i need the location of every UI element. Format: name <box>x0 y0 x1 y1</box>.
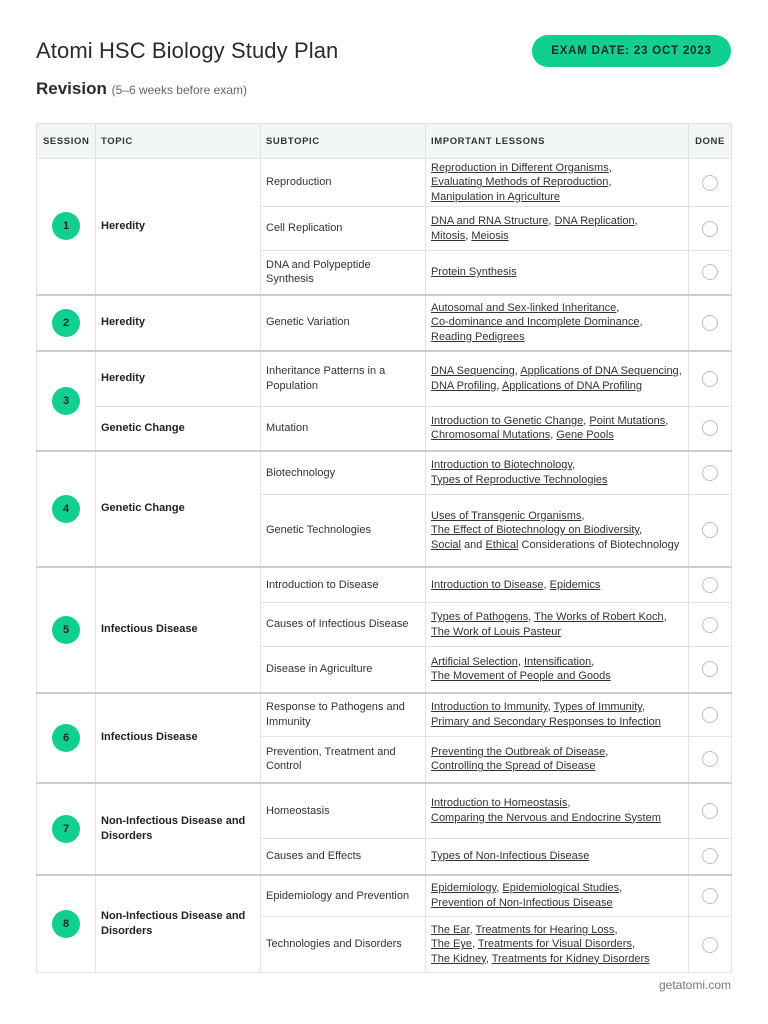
lesson-link[interactable]: Epidemics <box>549 578 601 591</box>
lesson-separator: , <box>591 655 595 668</box>
lesson-link[interactable]: The Works of Robert Koch <box>534 611 664 623</box>
lesson-link[interactable]: Epidemiology <box>431 882 497 895</box>
done-checkbox[interactable] <box>702 751 718 767</box>
table-row <box>37 451 732 495</box>
table-row <box>37 783 732 839</box>
subtopic-cell: Causes and Effects <box>261 839 426 875</box>
lessons-cell <box>426 495 689 567</box>
subtopic-cell: Response to Pathogens and Immunity <box>261 693 426 737</box>
done-cell <box>689 495 732 567</box>
topic-cell: Non-Infectious Disease and Disorders <box>96 875 261 973</box>
lesson-separator: , <box>665 414 669 427</box>
subtopic-cell: Technologies and Disorders <box>261 917 426 973</box>
session-number-badge: 1 <box>52 212 80 240</box>
lesson-link[interactable]: Reproduction in Different Organisms <box>431 161 609 174</box>
subtopic-cell: Inheritance Patterns in a Population <box>261 351 426 407</box>
lesson-link[interactable]: Types of Immunity <box>553 701 642 714</box>
lesson-separator: , <box>465 229 472 242</box>
topic-cell: Non-Infectious Disease and Disorders <box>96 783 261 875</box>
session-number-badge: 6 <box>52 724 80 752</box>
lesson-link[interactable]: Evaluating Methods of Reproduction <box>431 176 609 189</box>
lesson-separator: , <box>469 923 476 936</box>
done-checkbox[interactable] <box>702 522 718 538</box>
lesson-link[interactable]: DNA Profiling <box>431 379 497 392</box>
subtopic-cell: Epidemiology and Prevention <box>261 875 426 917</box>
done-cell <box>689 567 732 603</box>
subtopic-cell: Homeostasis <box>261 783 426 839</box>
topic-cell: Genetic Change <box>96 451 261 567</box>
lessons-cell <box>426 251 689 295</box>
lesson-link[interactable]: Preventing the Outbreak of Disease <box>431 745 606 758</box>
topic-cell: Genetic Change <box>96 407 261 451</box>
subtopic-cell: Causes of Infectious Disease <box>261 603 426 647</box>
lesson-link[interactable]: Mitosis <box>431 229 466 242</box>
lesson-separator: , <box>634 215 638 227</box>
lesson-link[interactable]: The Work of Louis Pasteur <box>431 625 562 638</box>
done-cell <box>689 251 732 295</box>
subtopic-cell: Biotechnology <box>261 451 426 495</box>
lesson-separator: , <box>663 611 667 623</box>
session-number-badge: 7 <box>52 815 80 843</box>
lessons-cell <box>426 407 689 451</box>
session-number-badge: 3 <box>52 387 80 415</box>
lesson-separator: , <box>496 882 503 895</box>
done-checkbox[interactable] <box>702 221 718 237</box>
lesson-link[interactable]: Treatments for Kidney Disorders <box>491 952 650 965</box>
lesson-link[interactable]: Epidemiological Studies <box>502 882 620 895</box>
lesson-link[interactable]: Manipulation in Agriculture <box>431 190 561 203</box>
lesson-separator: , <box>517 655 524 668</box>
done-cell <box>689 351 732 407</box>
lesson-link[interactable]: Chromosomal Mutations <box>431 429 551 442</box>
lesson-separator: , <box>547 701 554 714</box>
subtopic-cell: Introduction to Disease <box>261 567 426 603</box>
lesson-separator: , <box>639 316 643 329</box>
lesson-link[interactable]: Co-dominance and Incomplete Dominance <box>431 316 640 329</box>
column-header-session: SESSION <box>37 124 96 159</box>
done-cell <box>689 839 732 875</box>
lesson-separator: , <box>485 952 492 965</box>
done-cell <box>689 693 732 737</box>
lesson-separator: and <box>460 538 486 551</box>
lesson-link[interactable]: Types of Non-Infectious Disease <box>431 850 590 862</box>
lesson-separator: , <box>605 745 609 758</box>
done-checkbox[interactable] <box>702 577 718 593</box>
lesson-link[interactable]: Introduction to Homeostasis <box>431 797 568 810</box>
lesson-separator: , <box>543 578 550 591</box>
section-note: (5–6 weeks before exam) <box>111 83 247 97</box>
lesson-separator: , <box>567 797 571 810</box>
subtopic-cell: Genetic Variation <box>261 295 426 351</box>
lesson-link[interactable]: Introduction to Disease <box>431 578 544 591</box>
lesson-link[interactable]: The Kidney <box>431 952 486 965</box>
done-cell <box>689 875 732 917</box>
lessons-cell <box>426 207 689 251</box>
table-row <box>37 567 732 603</box>
lesson-separator: , <box>514 365 521 378</box>
lesson-link[interactable]: Ethical <box>485 538 519 551</box>
lesson-link[interactable]: Types of Reproductive Technologies <box>431 473 608 486</box>
lesson-link[interactable]: The Eye <box>431 938 472 951</box>
lesson-link[interactable]: Social <box>431 538 461 551</box>
lessons-cell <box>426 839 689 875</box>
done-checkbox[interactable] <box>702 617 718 633</box>
table-header-row <box>37 124 732 159</box>
subtopic-cell: DNA and Polypeptide Synthesis <box>261 251 426 295</box>
subtopic-cell: Prevention, Treatment and Control <box>261 737 426 783</box>
lesson-link[interactable]: The Ear <box>431 923 470 936</box>
lesson-separator: , <box>471 938 478 951</box>
lesson-separator: , <box>639 524 643 536</box>
lesson-separator: , <box>619 882 623 895</box>
lesson-separator: , <box>616 301 620 314</box>
lesson-link[interactable]: The Effect of Biotechnology on Biodiversity <box>431 524 640 536</box>
lesson-separator: Considerations of Biotechnology <box>518 538 680 551</box>
session-number-badge: 2 <box>52 309 80 337</box>
done-checkbox[interactable] <box>702 465 718 481</box>
done-checkbox[interactable] <box>702 848 718 864</box>
lessons-cell <box>426 875 689 917</box>
lesson-separator: , <box>572 459 576 472</box>
table-row <box>37 351 732 407</box>
table-body <box>37 159 732 973</box>
done-cell <box>689 737 732 783</box>
lesson-link[interactable]: Introduction to Genetic Change <box>431 414 584 427</box>
lesson-link[interactable]: Primary and Secondary Responses to Infection <box>431 715 661 728</box>
subtopic-cell: Reproduction <box>261 159 426 207</box>
subtopic-cell: Mutation <box>261 407 426 451</box>
lessons-cell <box>426 451 689 495</box>
table-row <box>37 875 732 917</box>
table-row <box>37 693 732 737</box>
lessons-cell <box>426 351 689 407</box>
done-cell <box>689 159 732 207</box>
lesson-link[interactable]: Uses of Transgenic Organisms <box>431 509 582 522</box>
lessons-cell <box>426 737 689 783</box>
done-checkbox[interactable] <box>702 264 718 280</box>
done-cell <box>689 295 732 351</box>
done-checkbox[interactable] <box>702 371 718 387</box>
done-checkbox[interactable] <box>702 937 718 953</box>
lesson-separator: , <box>641 701 645 714</box>
lesson-link[interactable]: Intensification <box>523 655 592 668</box>
lesson-link[interactable]: Types of Pathogens <box>431 611 529 623</box>
lesson-separator: , <box>528 611 535 623</box>
done-cell <box>689 207 732 251</box>
lesson-link[interactable]: Reading Pedigrees <box>431 330 525 343</box>
lesson-separator: , <box>608 161 612 174</box>
done-cell <box>689 407 732 451</box>
session-cell <box>37 693 96 783</box>
lesson-separator: , <box>581 509 585 522</box>
lesson-link[interactable]: Applications of DNA Sequencing <box>520 365 679 378</box>
done-checkbox[interactable] <box>702 661 718 677</box>
topic-cell: Infectious Disease <box>96 567 261 693</box>
lesson-link[interactable]: Gene Pools <box>556 429 614 442</box>
done-cell <box>689 603 732 647</box>
session-cell <box>37 783 96 875</box>
section-heading <box>36 79 247 99</box>
topic-cell: Heredity <box>96 159 261 295</box>
lesson-separator: , <box>614 923 618 936</box>
lessons-cell <box>426 647 689 693</box>
session-number-badge: 5 <box>52 616 80 644</box>
lesson-link[interactable]: Prevention of Non-Infectious Disease <box>431 896 613 909</box>
session-number-badge: 8 <box>52 910 80 938</box>
column-header-topic: TOPIC <box>96 124 261 159</box>
done-cell <box>689 451 732 495</box>
lesson-link[interactable]: Point Mutations <box>589 414 666 427</box>
lessons-cell <box>426 159 689 207</box>
table-row <box>37 407 732 451</box>
lesson-link[interactable]: Treatments for Hearing Loss <box>475 923 615 936</box>
lesson-separator: , <box>550 429 557 442</box>
lesson-link[interactable]: The Movement of People and Goods <box>431 670 611 683</box>
table-row <box>37 295 732 351</box>
lesson-link[interactable]: Meiosis <box>471 229 509 242</box>
session-number-badge: 4 <box>52 495 80 523</box>
done-checkbox[interactable] <box>702 315 718 331</box>
lesson-link[interactable]: Applications of DNA Profiling <box>501 379 642 392</box>
subtopic-cell: Disease in Agriculture <box>261 647 426 693</box>
lesson-separator: , <box>678 365 682 378</box>
session-cell <box>37 295 96 351</box>
column-header-lessons: IMPORTANT LESSONS <box>426 124 689 159</box>
lesson-link[interactable]: Treatments for Visual Disorders <box>477 938 632 951</box>
done-checkbox[interactable] <box>702 803 718 819</box>
lessons-cell <box>426 917 689 973</box>
lesson-link[interactable]: Autosomal and Sex-linked Inheritance <box>431 301 617 314</box>
lessons-cell <box>426 295 689 351</box>
lesson-separator: , <box>608 176 612 189</box>
lesson-link[interactable]: DNA Sequencing <box>431 365 515 378</box>
subtopic-cell: Cell Replication <box>261 207 426 251</box>
study-plan-table <box>36 123 732 973</box>
lesson-link[interactable]: Introduction to Biotechnology <box>431 459 573 472</box>
session-cell <box>37 875 96 973</box>
lesson-separator: , <box>496 379 502 392</box>
lesson-separator: , <box>583 414 590 427</box>
lesson-link[interactable]: Protein Synthesis <box>431 266 517 278</box>
topic-cell: Heredity <box>96 295 261 351</box>
lessons-cell <box>426 567 689 603</box>
lesson-link[interactable]: Comparing the Nervous and Endocrine System <box>431 811 661 824</box>
lesson-link[interactable]: Controlling the Spread of Disease <box>431 760 596 773</box>
done-checkbox[interactable] <box>702 420 718 436</box>
column-header-done: DONE <box>689 124 732 159</box>
lesson-separator: , <box>631 938 636 951</box>
exam-date-badge: EXAM DATE: 23 OCT 2023 <box>532 35 731 67</box>
column-header-subtopic: SUBTOPIC <box>261 124 426 159</box>
done-checkbox[interactable] <box>702 707 718 723</box>
lessons-cell <box>426 783 689 839</box>
lesson-link[interactable]: Artificial Selection <box>431 655 518 668</box>
done-checkbox[interactable] <box>702 888 718 904</box>
done-cell <box>689 783 732 839</box>
table-row <box>37 159 732 207</box>
session-cell <box>37 451 96 567</box>
lesson-link[interactable]: DNA Replication <box>554 215 635 227</box>
lessons-cell <box>426 603 689 647</box>
subtopic-cell: Genetic Technologies <box>261 495 426 567</box>
footer-url: getatomi.com <box>658 978 731 992</box>
session-cell <box>37 159 96 295</box>
section-title: Revision <box>36 79 107 98</box>
page-title: Atomi HSC Biology Study Plan <box>36 38 339 63</box>
session-cell <box>37 567 96 693</box>
session-cell <box>37 351 96 451</box>
lesson-link[interactable]: DNA and RNA Structure <box>431 215 549 227</box>
lesson-link[interactable]: Introduction to Immunity <box>431 701 548 714</box>
done-checkbox[interactable] <box>702 175 718 191</box>
done-cell <box>689 917 732 973</box>
topic-cell: Heredity <box>96 351 261 407</box>
done-cell <box>689 647 732 693</box>
topic-cell: Infectious Disease <box>96 693 261 783</box>
lessons-cell <box>426 693 689 737</box>
lesson-separator: , <box>548 215 555 227</box>
